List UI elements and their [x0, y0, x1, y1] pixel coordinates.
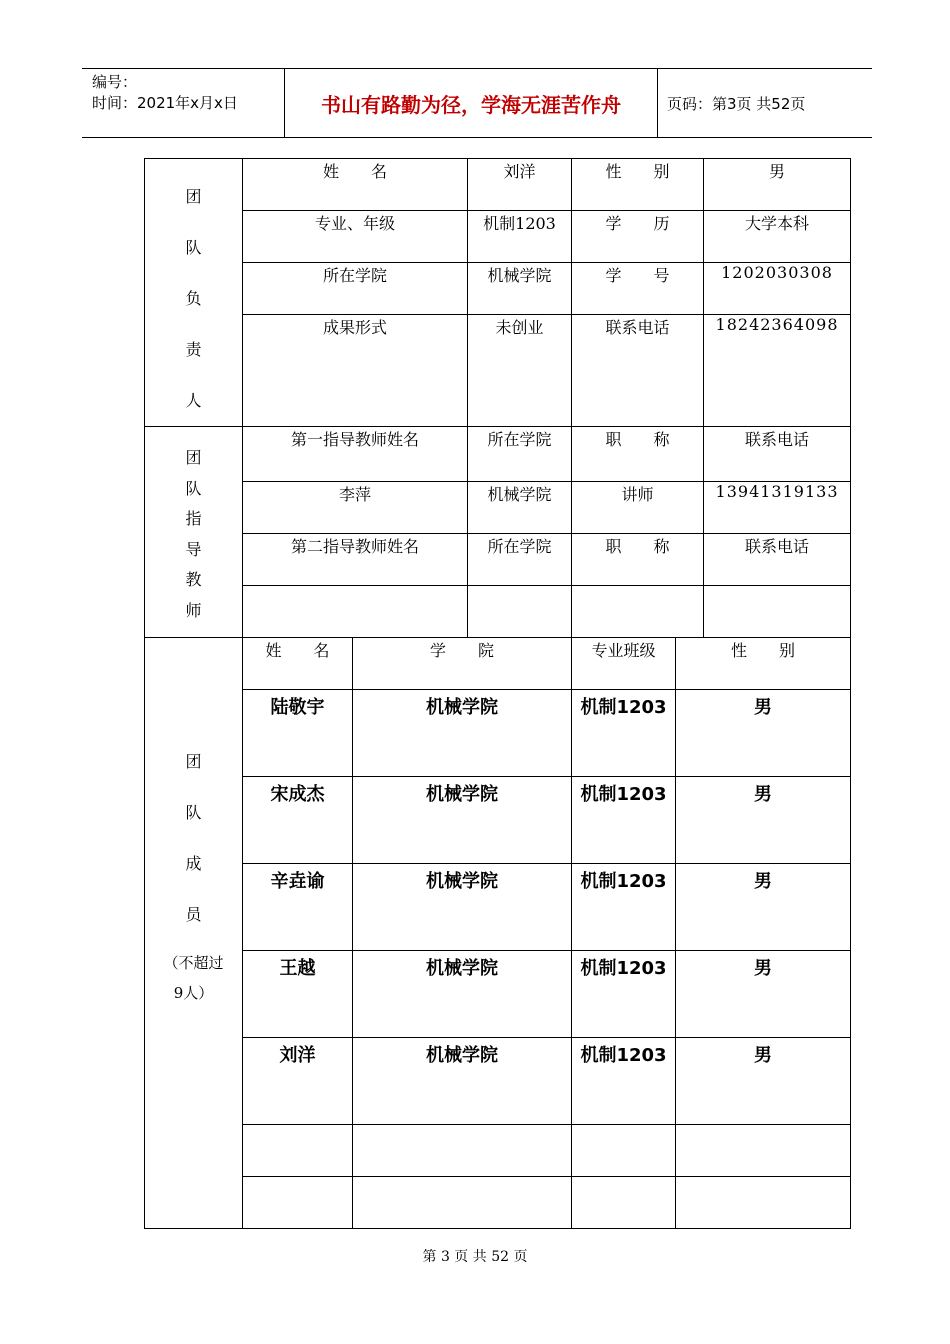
members-section-label: 团 队 成 员 （不超过 9人）	[145, 638, 243, 1229]
advisor-first-phone: 13941319133	[704, 482, 851, 534]
member-name: 辛垚谕	[243, 864, 353, 951]
advisor-second-name	[243, 586, 468, 638]
document-number-label: 编号：	[92, 73, 138, 91]
advisor-header-title: 职 称	[572, 534, 704, 586]
member-class: 机制1203	[572, 690, 676, 777]
member-gender	[676, 1125, 851, 1177]
member-class: 机制1203	[572, 1038, 676, 1125]
member-name: 王越	[243, 951, 353, 1038]
team-info-form	[144, 158, 851, 1229]
members-header-college: 学 院	[353, 638, 572, 690]
member-gender	[676, 1177, 851, 1229]
advisor-second-title	[572, 586, 704, 638]
leader-section-label: 团 队 负 责 人	[145, 159, 243, 427]
member-gender: 男	[676, 864, 851, 951]
leader-label-outcome: 成果形式	[243, 315, 468, 427]
member-college: 机械学院	[353, 777, 572, 864]
member-college	[353, 1125, 572, 1177]
document-date-label: 时间：2021年x月x日	[92, 94, 238, 112]
member-name: 刘洋	[243, 1038, 353, 1125]
advisor-section-label: 团 队 指 导 教 师	[145, 427, 243, 638]
header-motto: 书山有路勤为径，学海无涯苦作舟	[321, 92, 621, 117]
member-college: 机械学院	[353, 951, 572, 1038]
leader-value-education: 大学本科	[704, 211, 851, 263]
leader-value-gender: 男	[704, 159, 851, 211]
leader-label-phone: 联系电话	[572, 315, 704, 427]
advisor-header-first-name: 第一指导教师姓名	[243, 427, 468, 482]
member-gender: 男	[676, 951, 851, 1038]
leader-label-college: 所在学院	[243, 263, 468, 315]
member-college	[353, 1177, 572, 1229]
member-class	[572, 1125, 676, 1177]
member-class: 机制1203	[572, 777, 676, 864]
leader-value-major: 机制1203	[468, 211, 572, 263]
member-name: 陆敬宇	[243, 690, 353, 777]
advisor-second-phone	[704, 586, 851, 638]
page-header	[82, 68, 872, 138]
advisor-header-title: 职 称	[572, 427, 704, 482]
member-name	[243, 1125, 353, 1177]
leader-value-outcome: 未创业	[468, 315, 572, 427]
members-limit-note: 9人）	[173, 984, 214, 1002]
advisor-second-college	[468, 586, 572, 638]
header-page-number: 页码：第3页 共52页	[667, 94, 806, 113]
leader-value-college: 机械学院	[468, 263, 572, 315]
advisor-header-second-name: 第二指导教师姓名	[243, 534, 468, 586]
advisor-first-title: 讲师	[572, 482, 704, 534]
page-footer: 第 3 页 共 52 页	[422, 1249, 528, 1265]
advisor-first-name: 李萍	[243, 482, 468, 534]
member-name	[243, 1177, 353, 1229]
members-header-gender: 性 别	[676, 638, 851, 690]
leader-label-major: 专业、年级	[243, 211, 468, 263]
member-class: 机制1203	[572, 951, 676, 1038]
advisor-first-college: 机械学院	[468, 482, 572, 534]
member-college: 机械学院	[353, 690, 572, 777]
member-college: 机械学院	[353, 1038, 572, 1125]
member-gender: 男	[676, 777, 851, 864]
advisor-header-phone: 联系电话	[704, 534, 851, 586]
leader-value-phone: 18242364098	[704, 315, 851, 427]
leader-label-name: 姓 名	[243, 159, 468, 211]
leader-label-education: 学 历	[572, 211, 704, 263]
leader-label-student-id: 学 号	[572, 263, 704, 315]
member-class	[572, 1177, 676, 1229]
member-class: 机制1203	[572, 864, 676, 951]
members-header-class: 专业班级	[572, 638, 676, 690]
member-name: 宋成杰	[243, 777, 353, 864]
member-college: 机械学院	[353, 864, 572, 951]
header-divider	[657, 69, 658, 137]
leader-value-student-id: 1202030308	[704, 263, 851, 315]
members-limit-note: （不超过	[163, 954, 224, 972]
members-header-name: 姓 名	[243, 638, 353, 690]
advisor-header-phone: 联系电话	[704, 427, 851, 482]
advisor-header-college: 所在学院	[468, 534, 572, 586]
advisor-header-college: 所在学院	[468, 427, 572, 482]
leader-value-name: 刘洋	[468, 159, 572, 211]
leader-label-gender: 性 别	[572, 159, 704, 211]
member-gender: 男	[676, 690, 851, 777]
member-gender: 男	[676, 1038, 851, 1125]
